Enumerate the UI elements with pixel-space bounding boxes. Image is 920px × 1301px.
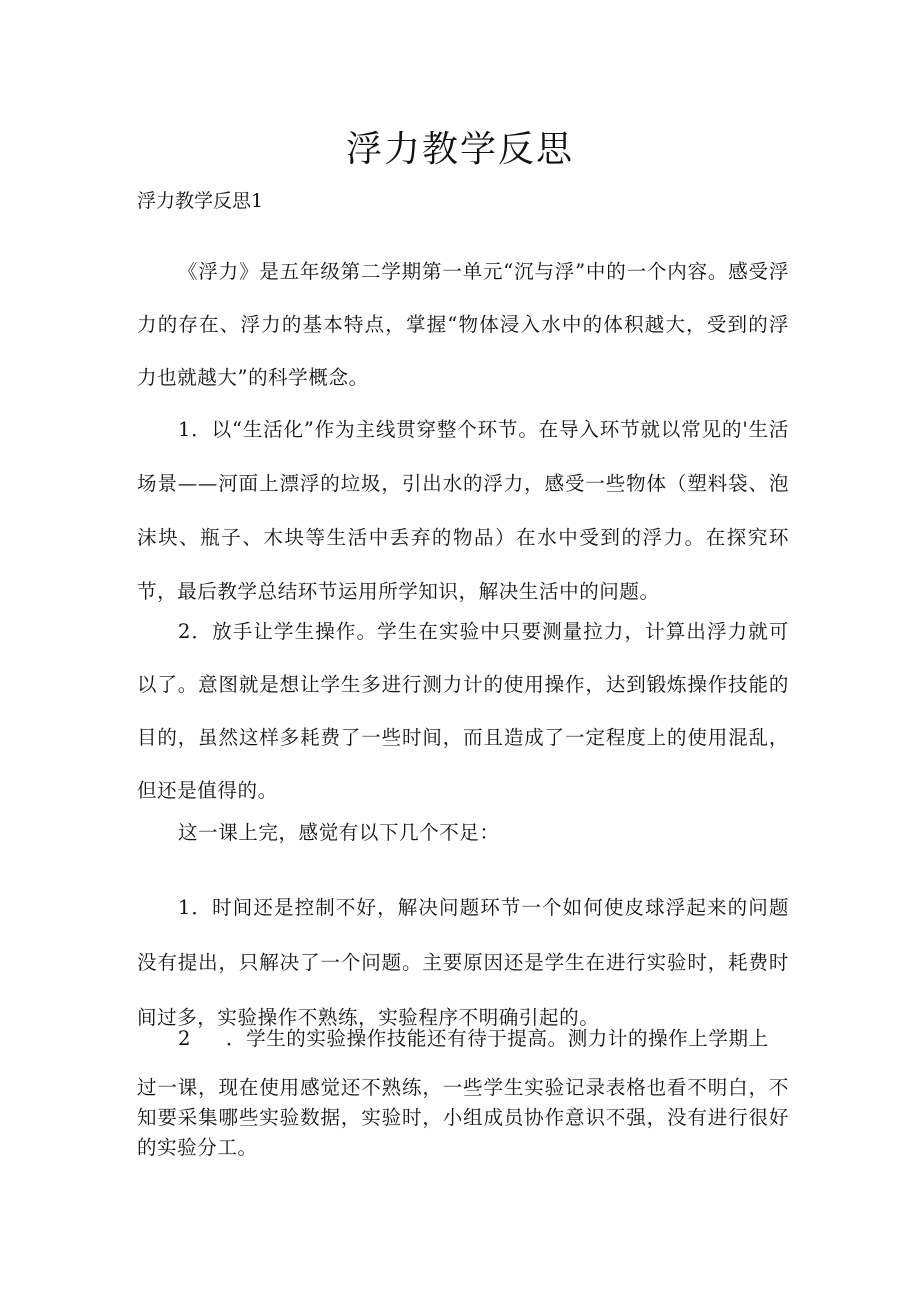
shortcoming-2-first-line-text: ．学生的实验操作技能还有待于提高。测力计的操作上学期上 [226,1027,769,1050]
paragraph-intro: 《浮力》是五年级第二学期第一单元“沉与浮”中的一个内容。感受浮力的存在、浮力的基本特点，掌握“物体浸入水中的体积越大，受到的浮力也就越大”的科学概念。 [137,260,789,389]
paragraph-point-1: 1．以“生活化”作为主线贯穿整个环节。在导入环节就以常见的'生活场景——河面上漂浮的垃圾，引出水的浮力，感受一些物体（塑料袋、泡沫块、瓶子、木块等生活中丢弃的物品）在水中受到的浮力。在探究环节，最后教学总结环节运用所学知识，解决生活中的问题。 [137,418,789,603]
paragraph-shortcoming-2-rest: 过一课，现在使用感觉还不熟练，一些学生实验记录表格也看不明白，不知要采集哪些实验数据，实验时，小组成员协作意识不强，没有进行很好的实验分工。 [137,1076,789,1159]
paragraph-point-2: 2．放手让学生操作。学生在实验中只要测量拉力，计算出浮力就可以了。意图就是想让学生多进行测力计的使用操作，达到锻炼操作技能的目的，虽然这样多耗费了一些时间，而且造成了一定程度上的使用混乱，但还是值得的。 [137,620,789,802]
page-title: 浮力教学反思 [345,129,574,170]
shortcoming-2-number: 2 [178,1027,192,1050]
paragraph-shortcomings-intro: 这一课上完，感觉有以下几个不足： [178,821,500,844]
paragraph-shortcoming-1: 1．时间还是控制不好，解决问题环节一个如何使皮球浮起来的问题没有提出，只解决了一个问题。主要原因还是学生在进行实验时，耗费时间过多，实验操作不熟练，实验程序不明确引起的。 [137,896,789,1029]
paragraph-shortcoming-2-first-line [178,1024,769,1054]
section-subtitle: 浮力教学反思1 [137,190,264,212]
